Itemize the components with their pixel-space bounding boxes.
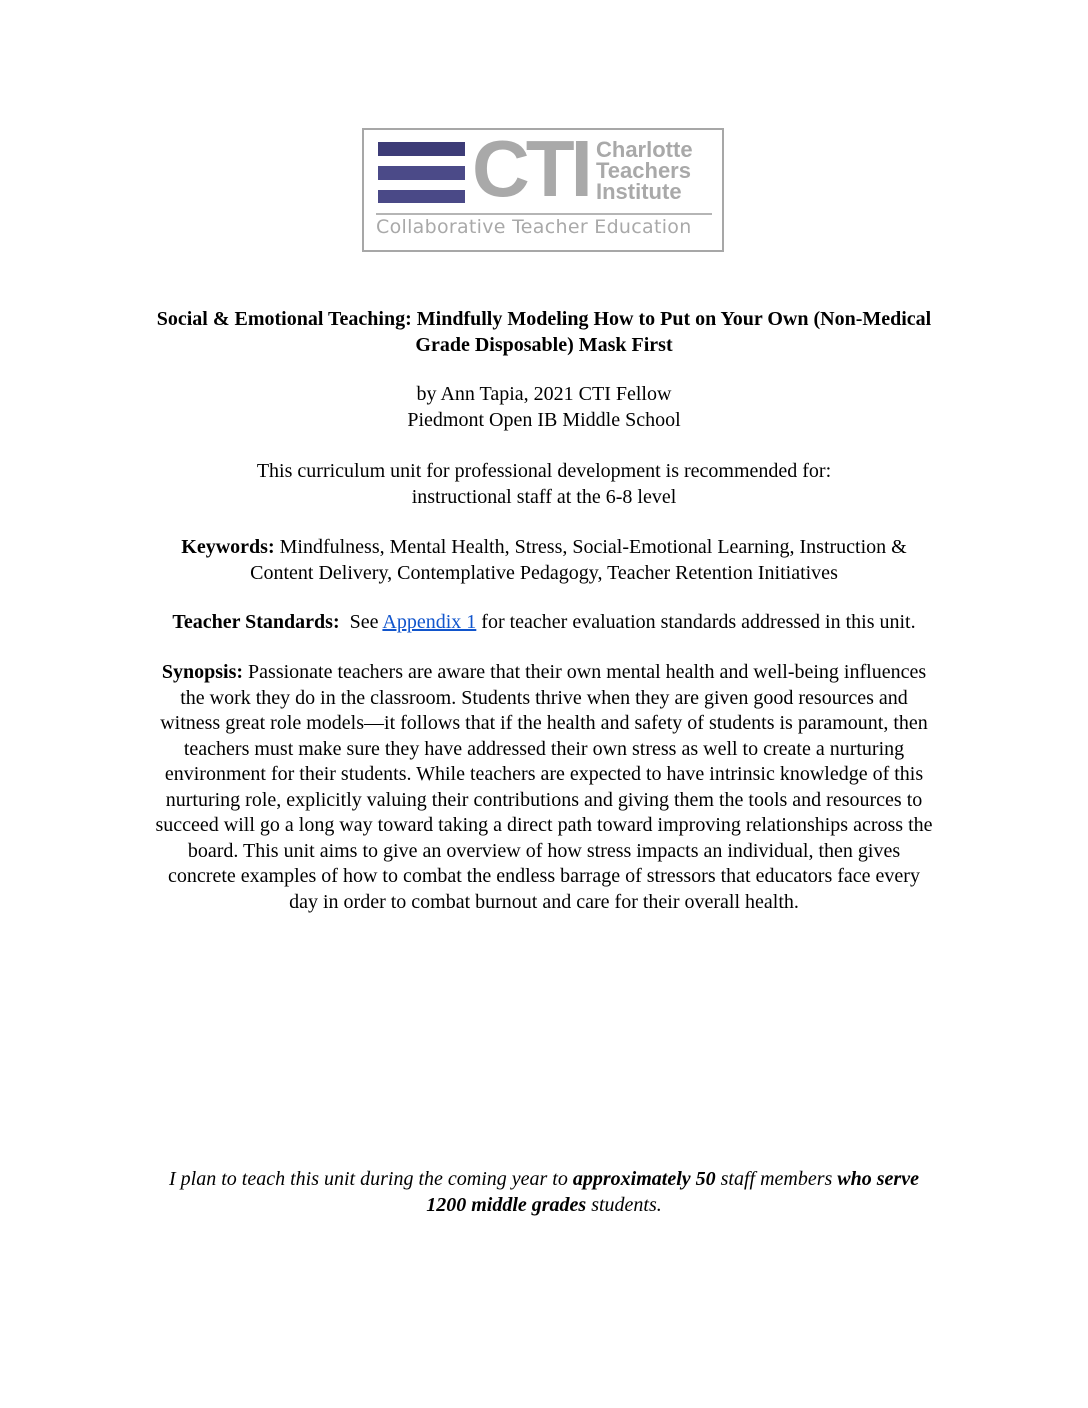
logo-rule <box>376 213 712 215</box>
plan-line-2 <box>120 1193 968 1219</box>
synopsis <box>120 660 968 915</box>
logo-bar-3 <box>378 190 465 203</box>
keywords <box>120 535 968 586</box>
synopsis-line-5: environment for their students. While teachers are expected to have intrinsic knowledge of this <box>164 763 924 785</box>
plan-part-6: students. <box>586 1193 662 1216</box>
logo-name <box>596 139 693 202</box>
synopsis-text-1: Passionate teachers are aware that their own mental health and well-being influences <box>243 661 927 683</box>
plan-statement <box>120 1167 968 1218</box>
keywords-line-1 <box>120 535 968 561</box>
author-line: by Ann Tapia, 2021 CTI Fellow <box>416 383 672 405</box>
logo-name-line-1: Charlotte <box>596 137 693 162</box>
plan-student-count: 1200 middle grades <box>426 1193 587 1216</box>
keywords-line-2: Content Delivery, Contemplative Pedagogy, Teacher Retention Initiatives <box>250 561 838 584</box>
synopsis-line-4: teachers must make sure they have addressed their own stress as well to create a nurturing <box>183 737 905 760</box>
synopsis-line-8: board. This unit aims to give an overview of how stress impacts an individual, then gives <box>187 839 901 862</box>
plan-part-3: staff members <box>715 1168 838 1190</box>
synopsis-line-3: witness great role models—it follows that if the health and safety of students is paramount, then <box>160 712 928 734</box>
synopsis-line-7: succeed will go a long way toward taking a direct path toward improving relationships across the <box>155 814 933 836</box>
standards-label: Teacher Standards: <box>172 611 340 633</box>
recommendation <box>120 459 968 510</box>
synopsis-label: Synopsis: <box>161 661 244 683</box>
recommendation-line-1: This curriculum unit for professional development is recommended for: <box>256 460 832 482</box>
plan-part-1: I plan to teach this unit during the coming year to <box>169 1168 573 1190</box>
unit-title <box>120 307 968 358</box>
logo-tagline: Collaborative Teacher Education <box>376 216 692 238</box>
plan-who-serve: who serve <box>837 1168 919 1190</box>
appendix-1-link[interactable]: Appendix 1 <box>382 611 477 633</box>
synopsis-line-10: day in order to combat burnout and care for their overall health. <box>289 890 799 913</box>
logo-mark: CTI <box>472 124 589 213</box>
teacher-standards <box>120 610 968 636</box>
standards-pre: See <box>339 611 383 633</box>
plan-staff-count: approximately 50 <box>572 1168 716 1190</box>
recommendation-line-2: instructional staff at the 6-8 level <box>411 485 677 508</box>
synopsis-line-2: the work they do in the classroom. Students thrive when they are given good resources and <box>180 686 908 709</box>
standards-post: for teacher evaluation standards addressed in this unit. <box>476 611 916 633</box>
synopsis-line-9: concrete examples of how to combat the endless barrage of stressors that educators face every <box>168 865 920 887</box>
keywords-label: Keywords: <box>181 536 275 558</box>
title-line-1: Social & Emotional Teaching: Mindfully Modeling How to Put on Your Own (Non-Medical <box>156 308 932 330</box>
synopsis-line-1 <box>120 660 968 686</box>
logo-bar-2 <box>378 166 465 180</box>
logo-name-line-3: Institute <box>596 179 682 204</box>
plan-line-1 <box>120 1167 968 1193</box>
byline <box>120 382 968 433</box>
synopsis-line-6: nurturing role, explicitly valuing their contributions and giving them the tools and resources to <box>165 788 923 811</box>
title-line-2: Grade Disposable) Mask First <box>415 333 673 356</box>
school-line: Piedmont Open IB Middle School <box>407 408 681 431</box>
logo-name-line-2: Teachers <box>596 158 691 183</box>
cti-logo <box>362 124 724 252</box>
keywords-text-1: Mindfulness, Mental Health, Stress, Social-Emotional Learning, Instruction & <box>274 536 907 558</box>
logo-bar-1 <box>378 142 465 156</box>
